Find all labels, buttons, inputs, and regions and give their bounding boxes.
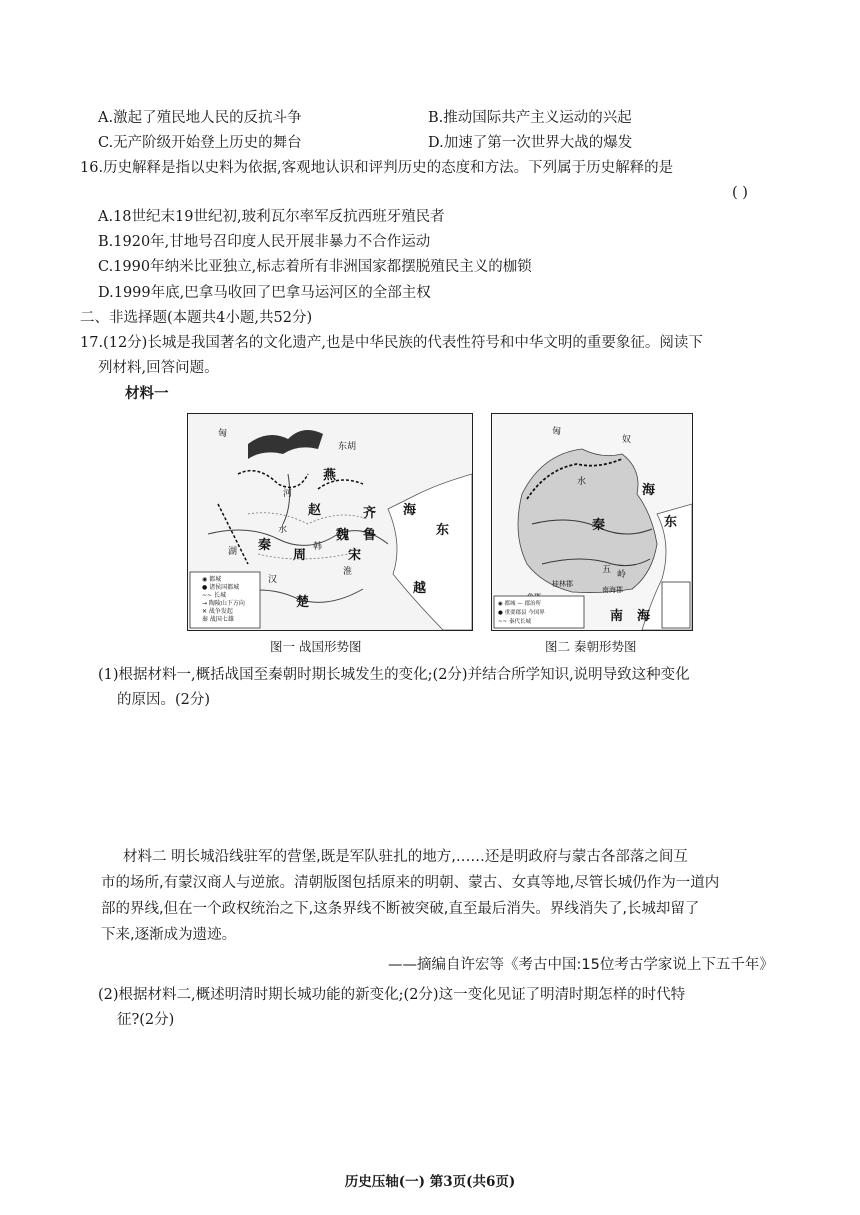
map-warring-states bbox=[187, 413, 473, 631]
svg-text:◉ 都城 — 郡治所: ◉ 都城 — 郡治所 bbox=[498, 601, 542, 607]
svg-text:✕ 战争发起: ✕ 战争发起 bbox=[202, 608, 233, 615]
material2-line2: 市的场所,有蒙汉商人与逆旅。清朝版图包括原来的明朝、蒙古、女真等地,尽管长城仍作为一道内 bbox=[101, 875, 720, 891]
svg-text:淮: 淮 bbox=[343, 567, 353, 577]
map-qin-dynasty bbox=[491, 413, 693, 631]
section2-heading: 二、非选择题(本题共4小题,共52分) bbox=[80, 310, 313, 326]
svg-text:湖: 湖 bbox=[228, 547, 238, 557]
svg-text:东: 东 bbox=[436, 523, 450, 538]
svg-text:桂林郡: 桂林郡 bbox=[552, 580, 573, 588]
svg-text:东: 东 bbox=[664, 515, 678, 530]
svg-text:奴: 奴 bbox=[622, 435, 632, 445]
material2-line3: 部的界线,但在一个政权统治之下,这条界线不断被突破,直至最后消失。界线消失了,长城却留了 bbox=[101, 901, 700, 917]
svg-text:五: 五 bbox=[602, 565, 612, 575]
svg-text:魏: 魏 bbox=[336, 528, 350, 543]
svg-text:水: 水 bbox=[577, 477, 587, 487]
map2-caption: 图二 秦朝形势图 bbox=[545, 639, 637, 654]
svg-text:匈: 匈 bbox=[552, 427, 562, 437]
q16-option-b: B.1920年,甘地号召印度人民开展非暴力不合作运动 bbox=[98, 234, 431, 250]
svg-text:~~ 秦代长城: ~~ 秦代长城 bbox=[498, 619, 531, 625]
material2-line1: 材料二 明长城沿线驻军的营堡,既是军队驻扎的地方,……还是明政府与蒙古各部落之间互 bbox=[123, 849, 688, 865]
page-footer: 历史压轴(一) 第3页(共6页) bbox=[344, 1174, 516, 1190]
svg-text:楚: 楚 bbox=[296, 595, 310, 610]
q16-option-c: C.1990年纳米比亚独立,标志着所有非洲国家都摆脱殖民主义的枷锁 bbox=[98, 259, 532, 275]
q15-option-d: D.加速了第一次世界大战的爆发 bbox=[428, 135, 633, 151]
svg-text:燕: 燕 bbox=[323, 468, 337, 483]
svg-text:● 诸侯国都城: ● 诸侯国都城 bbox=[202, 584, 240, 591]
svg-text:河: 河 bbox=[283, 489, 293, 499]
q15-option-c: C.无产阶级开始登上历史的舞台 bbox=[98, 135, 302, 151]
svg-text:秦: 秦 bbox=[592, 518, 606, 533]
svg-text:岭: 岭 bbox=[617, 570, 627, 580]
svg-text:赵: 赵 bbox=[308, 503, 322, 518]
svg-text:匈: 匈 bbox=[218, 429, 228, 439]
svg-text:→ 陶陵山下方向: → 陶陵山下方向 bbox=[202, 600, 245, 607]
svg-text:宋: 宋 bbox=[348, 548, 362, 563]
q17-sub1-line1: (1)根据材料一,概括战国至秦朝时期长城发生的变化;(2分)并结合所学知识,说明导致这种变化 bbox=[98, 667, 690, 683]
q15-option-a: A.激起了殖民地人民的反抗斗争 bbox=[98, 110, 302, 126]
svg-text:海: 海 bbox=[403, 503, 417, 518]
q17-sub2-line2: 征?(2分) bbox=[117, 1012, 175, 1028]
svg-text:越: 越 bbox=[413, 581, 427, 596]
material2-source: ——摘编自许宏等《考古中国:15位考古学家说上下五千年》 bbox=[388, 957, 774, 973]
q16-answer-bracket: ( ) bbox=[732, 185, 748, 201]
q15-option-b: B.推动国际共产主义运动的兴起 bbox=[428, 110, 632, 126]
svg-text:南海郡: 南海郡 bbox=[602, 586, 623, 594]
svg-text:秦: 秦 bbox=[258, 538, 272, 553]
svg-text:南: 南 bbox=[610, 609, 624, 624]
svg-text:水: 水 bbox=[278, 525, 288, 535]
svg-text:● 重要郡县 今国界: ● 重要郡县 今国界 bbox=[498, 610, 545, 616]
svg-text:东胡: 东胡 bbox=[338, 442, 357, 452]
q16-option-d: D.1999年底,巴拿马收回了巴拿马运河区的全部主权 bbox=[98, 285, 431, 301]
q17-sub2-line1: (2)根据材料二,概述明清时期长城功能的新变化;(2分)这一变化见证了明清时期怎样的时代特 bbox=[98, 987, 686, 1003]
q17-intro-line1: 17.(12分)长城是我国著名的文化遗产,也是中华民族的代表性符号和中华文明的重要象征。阅读下 bbox=[80, 335, 703, 351]
svg-text:秦 战国七雄: 秦 战国七雄 bbox=[202, 616, 234, 623]
svg-text:韩: 韩 bbox=[313, 542, 323, 552]
svg-text:汉: 汉 bbox=[268, 575, 278, 585]
q17-sub1-line2: 的原因。(2分) bbox=[117, 692, 211, 708]
svg-text:◉ 都城: ◉ 都城 bbox=[202, 576, 222, 583]
svg-text:鲁: 鲁 bbox=[363, 528, 377, 543]
svg-text:周: 周 bbox=[293, 548, 307, 563]
svg-text:齐: 齐 bbox=[363, 506, 377, 521]
q17-intro-line2: 列材料,回答问题。 bbox=[98, 360, 219, 376]
svg-text:~~ 长城: ~~ 长城 bbox=[202, 592, 226, 599]
svg-text:海: 海 bbox=[637, 609, 651, 624]
material2-line4: 下来,逐渐成为遗迹。 bbox=[101, 927, 237, 943]
material1-label: 材料一 bbox=[125, 385, 169, 402]
svg-text:海: 海 bbox=[642, 483, 656, 498]
q16-stem: 16.历史解释是指以史料为依据,客观地认识和评判历史的态度和方法。下列属于历史解释的是 bbox=[80, 160, 674, 176]
map1-caption: 图一 战国形势图 bbox=[270, 639, 362, 654]
q16-option-a: A.18世纪末19世纪初,玻利瓦尔率军反抗西班牙殖民者 bbox=[98, 209, 445, 225]
